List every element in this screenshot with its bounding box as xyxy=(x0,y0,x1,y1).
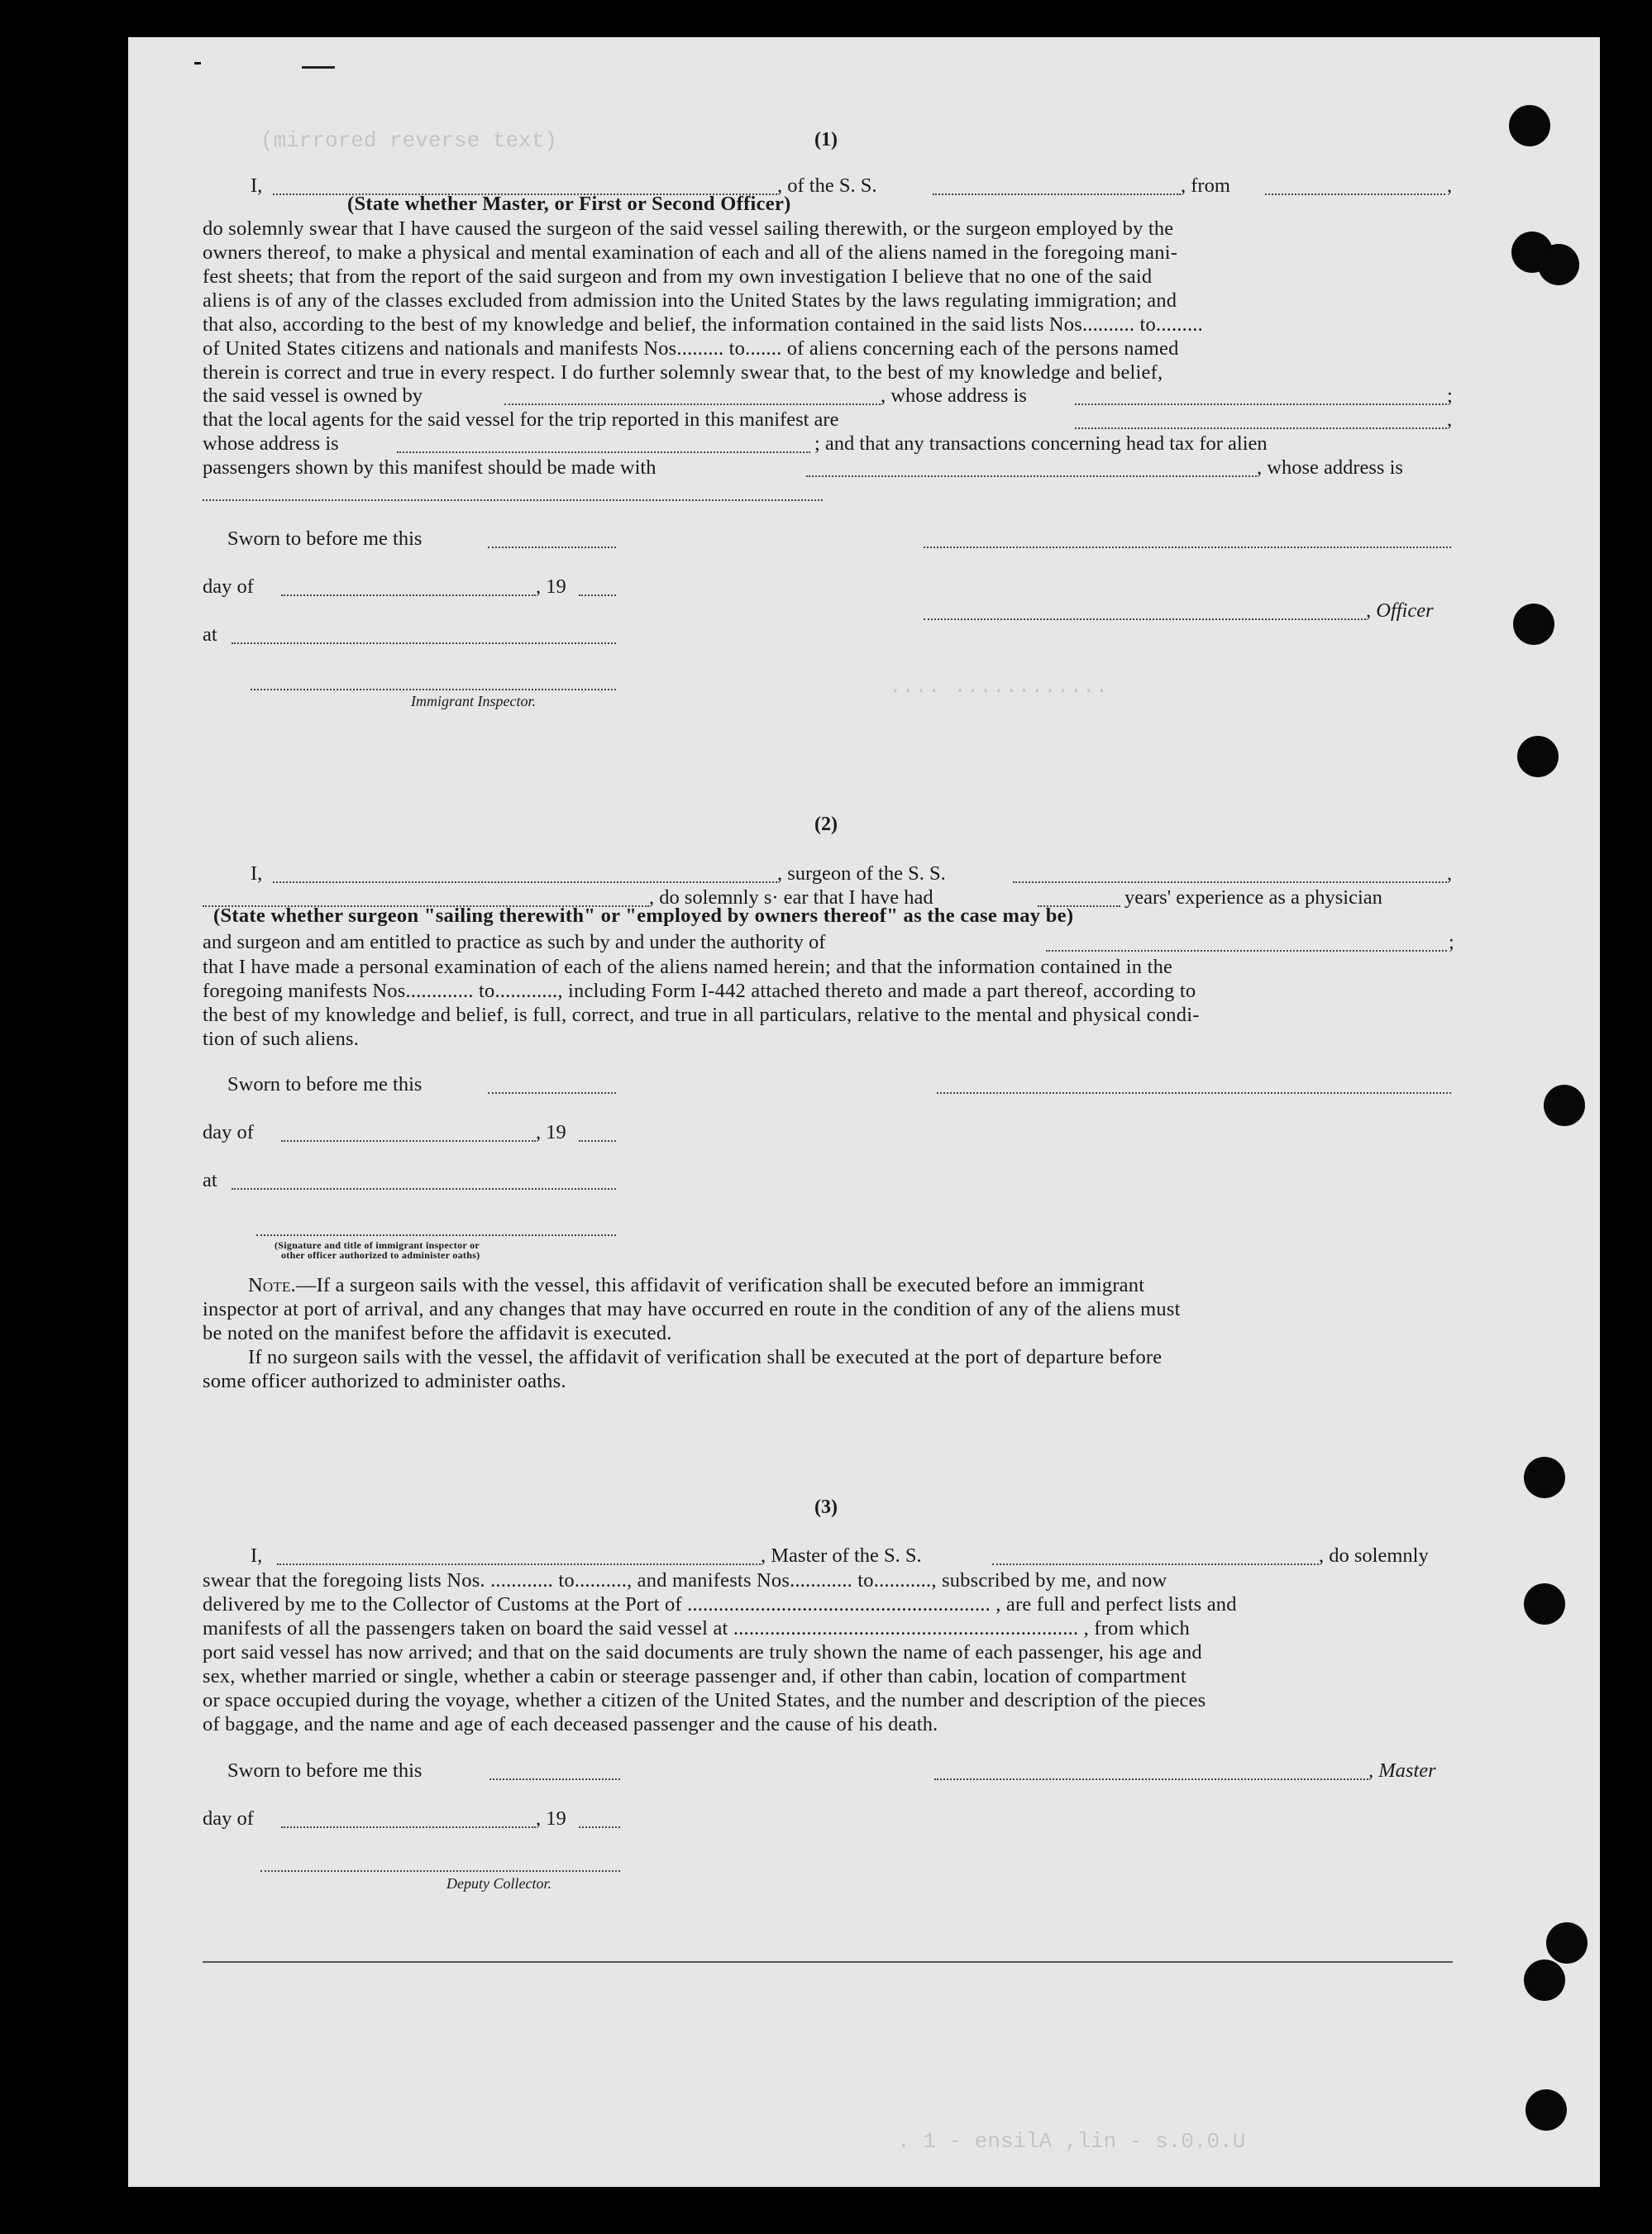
s2-year-blank xyxy=(579,1140,616,1142)
s2-body xyxy=(203,955,1455,1051)
punch-hole xyxy=(1538,244,1579,285)
s2-at: at xyxy=(203,1169,217,1191)
speck xyxy=(302,66,335,69)
s1-body xyxy=(203,217,1455,384)
s1-agents-blank xyxy=(1075,427,1447,429)
s1-nineteen: , 19 xyxy=(536,575,566,598)
s1-owner-blank xyxy=(504,403,881,405)
s3-body-line: manifests of all the passengers taken on board the said vessel at .................................................................. , from which xyxy=(203,1617,1190,1640)
s2-note-label: Note. xyxy=(248,1274,296,1296)
s3-body-line: port said vessel has now arrived; and that on the said documents are truly shown the name of each passenger, his age and xyxy=(203,1641,1202,1664)
s1-sworn-blank xyxy=(488,547,616,548)
s3-body-line: sex, whether married or single, whether a cabin or steerage passenger and, if other than cabin, location of compartment xyxy=(203,1665,1186,1687)
s2-years: years' experience as a physician xyxy=(1124,886,1382,909)
s1-transactions: ; and that any transactions concerning head tax for alien xyxy=(814,432,1268,455)
bleed-through-text: (mirrored reverse text) xyxy=(260,128,557,153)
s3-master-line xyxy=(934,1778,1368,1780)
s1-passengers-addr: , whose address is xyxy=(1257,456,1403,479)
s2-inspector-line xyxy=(256,1234,616,1236)
s1-inspector: Immigrant Inspector. xyxy=(411,693,536,709)
s2-ship-blank xyxy=(1013,881,1447,883)
punch-hole xyxy=(1524,1457,1565,1498)
s2-sig-caption-1: (Signature and title of immigrant inspector or xyxy=(275,1239,480,1251)
bottom-rule xyxy=(203,1961,1453,1963)
s3-body-line: swear that the foregoing lists Nos. ............ to.........., and manifests Nos............ to..........., subscribed by me, and now xyxy=(203,1569,1167,1592)
s1-year-blank xyxy=(579,594,616,596)
s1-day-of: day of xyxy=(203,575,254,598)
s2-note-line: —If a surgeon sails with the vessel, this affidavit of verification shall be executed before an immigrant xyxy=(295,1274,1145,1296)
s2-body-line: the best of my knowledge and belief, is full, correct, and true in all particulars, relative to the mental and physical condi- xyxy=(203,1004,1200,1026)
s2-sworn-blank xyxy=(488,1092,616,1094)
section-3-number: (3) xyxy=(814,1496,838,1518)
punch-hole xyxy=(1524,1960,1565,2001)
s2-i-label: I, xyxy=(251,862,263,885)
bleed-through-text: .... ............ xyxy=(889,674,1109,699)
s2-sig-caption-2: other officer authorized to administer oaths) xyxy=(281,1249,480,1261)
section-1-number: (1) xyxy=(814,129,838,150)
s1-comma: , xyxy=(1447,174,1453,197)
punch-hole xyxy=(1525,2089,1567,2131)
s2-at-blank xyxy=(232,1188,616,1190)
speck xyxy=(194,62,201,64)
s3-body-line: of baggage, and the name and age of each deceased passenger and the cause of his death. xyxy=(203,1713,938,1735)
s3-sworn: Sworn to before me this xyxy=(227,1759,423,1782)
semicolon: ; xyxy=(1447,384,1453,407)
punch-hole xyxy=(1524,1583,1565,1625)
s1-from-blank xyxy=(1265,193,1445,195)
s1-owner-addr-blank xyxy=(1075,403,1447,405)
s3-body xyxy=(203,1568,1455,1736)
s1-day-blank xyxy=(281,594,536,596)
s3-master: , Master xyxy=(1368,1759,1436,1782)
s1-body-line: therein is correct and true in every respect. I do further solemnly swear that, to the best of my knowledge and belief, xyxy=(203,361,1163,384)
s1-officer: , Officer xyxy=(1366,599,1434,622)
semicolon: ; xyxy=(1449,931,1454,953)
s3-sworn-blank xyxy=(489,1778,620,1780)
s1-address-blank xyxy=(203,499,823,501)
s1-from-label: , from xyxy=(1181,174,1230,197)
s2-caption: (State whether surgeon "sailing therewith" or "employed by owners thereof" as the case may be) xyxy=(213,905,1074,927)
comma: , xyxy=(1447,408,1453,431)
s1-passengers: passengers shown by this manifest should be made with xyxy=(203,456,657,479)
s1-passengers-blank xyxy=(806,475,1257,477)
s1-at-blank xyxy=(232,642,616,644)
s2-body-line: tion of such aliens. xyxy=(203,1028,360,1050)
s1-whose-addr: whose address is xyxy=(203,432,339,455)
s2-comma: , xyxy=(1447,862,1453,885)
s3-year-blank xyxy=(579,1826,620,1828)
s2-surgeon-of-ss: , surgeon of the S. S. xyxy=(777,862,946,885)
s1-body-line: owners thereof, to make a physical and mental examination of each and all of the aliens named in the foregoing mani- xyxy=(203,241,1178,264)
s2-body-line: foregoing manifests Nos............. to............, including Form I-442 attached thereto and made a part thereof, according to xyxy=(203,980,1196,1002)
s1-ship-blank xyxy=(933,193,1181,195)
s3-deputy-line xyxy=(260,1870,620,1872)
s1-signature-line xyxy=(924,547,1451,548)
s2-authority: and surgeon and am entitled to practice as such by and under the authority of xyxy=(203,931,826,953)
s2-day-blank xyxy=(281,1140,536,1142)
bleed-through-text: . 1 - ensilA ,lin - s.0.0.U xyxy=(897,2129,1246,2154)
s3-ship-blank xyxy=(992,1563,1319,1565)
s1-i-label: I, xyxy=(251,174,263,197)
s2-sworn: Sworn to before me this xyxy=(227,1073,423,1096)
s3-master-of-ss: , Master of the S. S. xyxy=(761,1544,922,1567)
s1-body-line: aliens is of any of the classes excluded from admission into the United States by the laws regulating immigration; and xyxy=(203,289,1177,312)
s2-authority-blank xyxy=(1046,950,1447,952)
s3-body-line: delivered by me to the Collector of Customs at the Port of .......................................................... , are full and perfect lists and xyxy=(203,1593,1237,1616)
s2-body-line: that I have made a personal examination of each of the aliens named herein; and that the information contained in the xyxy=(203,956,1173,978)
s2-swear: , do solemnly s· ear that I have had xyxy=(649,886,933,909)
s2-signature-line xyxy=(937,1092,1451,1094)
s2-note-line: some officer authorized to administer oaths. xyxy=(203,1370,566,1392)
s1-officer-line xyxy=(924,618,1366,620)
s1-body-line: that also, according to the best of my knowledge and belief, the information contained in the said lists Nos.......... to......... xyxy=(203,313,1203,336)
s1-owned-addr: , whose address is xyxy=(881,384,1027,407)
s2-note-line: be noted on the manifest before the affidavit is executed. xyxy=(203,1322,672,1344)
s3-i-label: I, xyxy=(251,1544,263,1567)
s1-caption: (State whether Master, or First or Second Officer) xyxy=(347,193,791,215)
s2-day-of: day of xyxy=(203,1121,254,1143)
s1-body-line: fest sheets; that from the report of the said surgeon and from my own investigation I believe that no one of the said xyxy=(203,265,1153,288)
s2-name-blank xyxy=(273,881,777,883)
punch-hole xyxy=(1544,1085,1585,1126)
s1-body-line: of United States citizens and nationals and manifests Nos......... to....... of aliens concerning each of the persons named xyxy=(203,337,1179,360)
s1-owned-by: the said vessel is owned by xyxy=(203,384,423,407)
s3-deputy: Deputy Collector. xyxy=(446,1875,551,1892)
s2-note-line: If no surgeon sails with the vessel, the affidavit of verification shall be executed at the port of departure before xyxy=(248,1346,1163,1368)
s3-nineteen: , 19 xyxy=(536,1807,566,1830)
s2-note xyxy=(203,1273,1455,1393)
s1-of-ss-label: , of the S. S. xyxy=(777,174,877,197)
s3-day-blank xyxy=(281,1826,536,1828)
s2-nineteen: , 19 xyxy=(536,1121,566,1143)
s3-body-line: or space occupied during the voyage, whether a citizen of the United States, and the number and description of the pieces xyxy=(203,1689,1206,1711)
s1-body-line: do solemnly swear that I have caused the surgeon of the said vessel sailing therewith, or the surgeon employed by the xyxy=(203,217,1174,240)
s1-sworn: Sworn to before me this xyxy=(227,527,423,550)
s2-note-line: inspector at port of arrival, and any changes that may have occurred en route in the condition of any of the aliens must xyxy=(203,1298,1181,1320)
s3-name-blank xyxy=(277,1563,761,1565)
punch-hole xyxy=(1517,736,1559,777)
s1-at: at xyxy=(203,623,217,646)
s3-solemnly: , do solemnly xyxy=(1319,1544,1429,1567)
punch-hole xyxy=(1513,604,1554,645)
s1-inspector-line xyxy=(251,689,616,690)
s1-agents-addr-blank xyxy=(397,451,810,453)
s1-agents: that the local agents for the said vessel for the trip reported in this manifest are xyxy=(203,408,839,431)
punch-hole xyxy=(1546,1922,1588,1964)
section-2-number: (2) xyxy=(814,814,838,835)
s3-day-of: day of xyxy=(203,1807,254,1830)
